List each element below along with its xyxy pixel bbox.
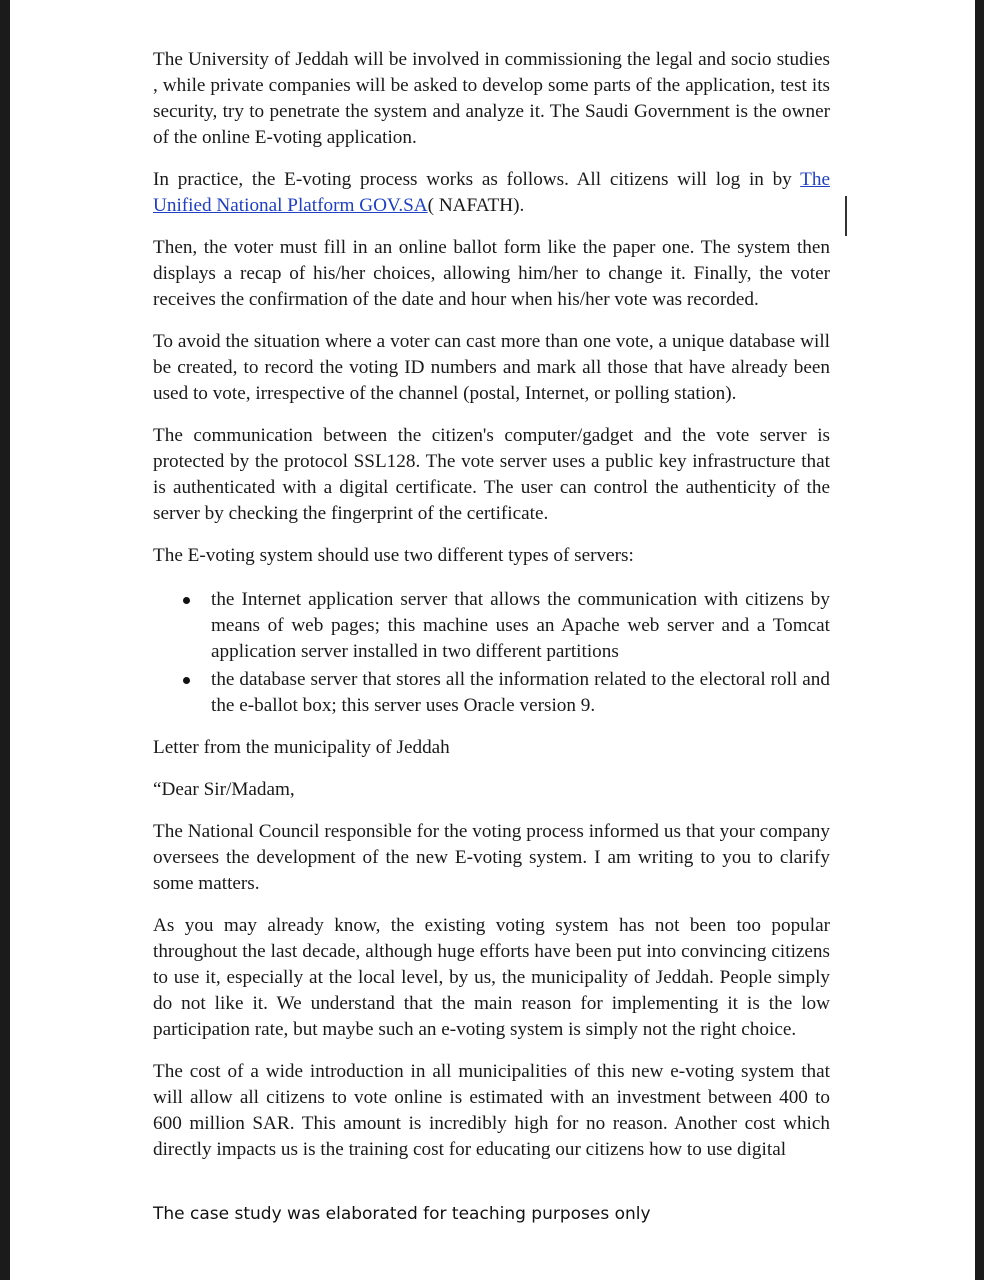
bullet-dot-icon (183, 597, 190, 604)
bullet-dot-icon (183, 677, 190, 684)
paragraph-popularity: As you may already know, the existing voting system has not been too popular throughout the last decade, although huge efforts have been put into convincing citizens to use it, especially at the local level, by us, the municipality of Jeddah. People simply do not like it. We understand that the main reason for implementing it is the low participation rate, but maybe such an e-voting system is simply not the right choice. (153, 915, 830, 1040)
paragraph-database: To avoid the situation where a voter can cast more than one vote, a unique database will be created, to record the voting ID numbers and mark all those that have already been used to vote, irrespective of the channel (postal, Internet, or polling station). (153, 331, 830, 404)
paragraph-ballot: Then, the voter must fill in an online ballot form like the paper one. The system then displays a recap of his/her choices, allowing him/her to change it. Finally, the voter receives the confirmation of the date and hour when his/her vote was recorded. (153, 237, 830, 310)
right-dark-edge (975, 0, 984, 1280)
list-item (153, 667, 830, 719)
nafath-platform-link[interactable]: The Unified National Platform GOV.SA (153, 169, 830, 216)
left-dark-edge (0, 0, 10, 1280)
paragraph-communication: The communication between the citizen's computer/gadget and the vote server is protected by the protocol SSL128. The vote server uses a public key infrastructure that is authenticated with a digital certificate. The user can control the authenticity of the server by checking the fingerprint of the certificate. (153, 425, 830, 524)
servers-bullet-list (153, 587, 830, 719)
document-page (153, 47, 830, 1179)
paragraph-process (153, 167, 830, 219)
footer-note: The case study was elaborated for teaching purposes only (153, 1204, 651, 1224)
list-item (153, 587, 830, 665)
paragraph-process-text: In practice, the E-voting process works as follows. All citizens will log in by (153, 169, 801, 190)
text-cursor (845, 196, 847, 236)
paragraph-council: The National Council responsible for the voting process informed us that your company oversees the development of the new E-voting system. I am writing to you to clarify some matters. (153, 821, 830, 894)
paragraph-cost: The cost of a wide introduction in all municipalities of this new e-voting system that will allow all citizens to vote online is estimated with an investment between 400 to 600 million SAR. This amount is incredibly high for no reason. Another cost which directly impacts us is the training cost for educating our citizens how to use digital (153, 1061, 830, 1160)
paragraph-university: The University of Jeddah will be involved in commissioning the legal and socio studies , while private companies will be asked to develop some parts of the application, test its security, try to penetrate the system and analyze it. The Saudi Government is the owner of the online E-voting application. (153, 49, 830, 148)
letter-salutation: “Dear Sir/Madam, (153, 779, 295, 800)
bullet-database-server: the database server that stores all the information related to the electoral roll and the e-ballot box; this server uses Oracle version 9. (211, 669, 830, 716)
bullet-internet-server: the Internet application server that allows the communication with citizens by means of web pages; this machine uses an Apache web server and a Tomcat application server installed in two different partitions (211, 589, 830, 662)
paragraph-process-tail: ( NAFATH). (427, 195, 525, 216)
letter-heading: Letter from the municipality of Jeddah (153, 737, 450, 758)
paragraph-servers-intro: The E-voting system should use two different types of servers: (153, 545, 634, 566)
